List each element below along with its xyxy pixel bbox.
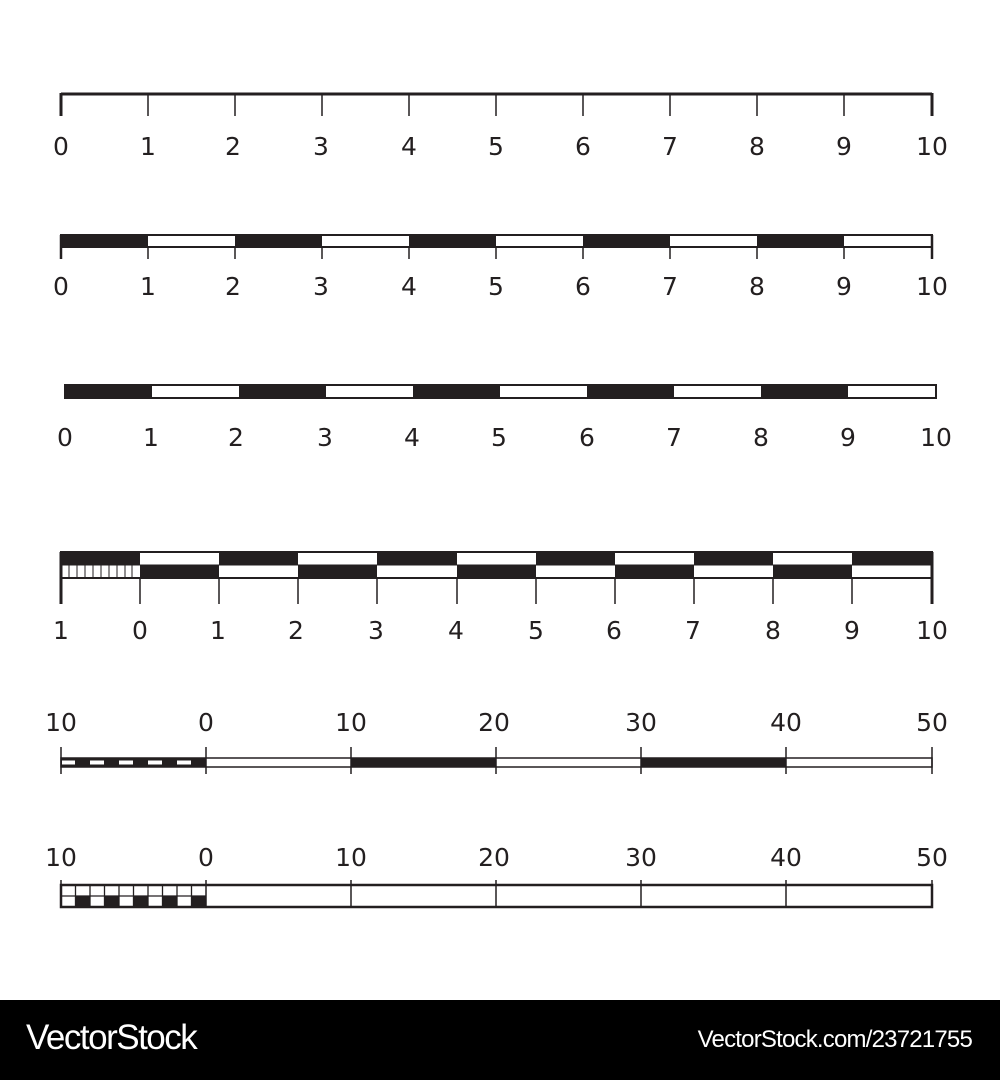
tick-label: 20 [478, 843, 510, 872]
tick-label: 7 [662, 272, 678, 301]
tick-label: 1 [140, 272, 156, 301]
tick-label: 9 [840, 423, 856, 452]
tick-label: 8 [749, 132, 765, 161]
tick-label: 6 [579, 423, 595, 452]
tick-label: 3 [317, 423, 333, 452]
tick-label: 0 [57, 423, 73, 452]
tick-label: 5 [488, 272, 504, 301]
tick-label: 7 [662, 132, 678, 161]
scale-bar-2-labels [53, 272, 948, 301]
scale-bar-3-labels [57, 423, 952, 452]
tick-label: 6 [575, 272, 591, 301]
tick-label: 7 [666, 423, 682, 452]
watermark-footer [0, 1000, 1000, 1080]
tick-label: 1 [53, 616, 69, 645]
tick-label: 1 [140, 132, 156, 161]
scale-bar-2 [61, 235, 932, 259]
tick-label: 2 [228, 423, 244, 452]
tick-label: 10 [335, 708, 367, 737]
tick-label: 3 [368, 616, 384, 645]
tick-label: 4 [448, 616, 464, 645]
tick-label: 4 [404, 423, 420, 452]
tick-label: 40 [770, 708, 802, 737]
tick-label: 50 [916, 843, 948, 872]
tick-label: 5 [488, 132, 504, 161]
tick-label: 6 [606, 616, 622, 645]
tick-label: 8 [749, 272, 765, 301]
tick-label: 0 [53, 272, 69, 301]
tick-label: 10 [916, 272, 948, 301]
scale-bar-4 [61, 552, 932, 604]
tick-label: 40 [770, 843, 802, 872]
tick-label: 10 [920, 423, 952, 452]
tick-label: 0 [132, 616, 148, 645]
tick-label: 0 [53, 132, 69, 161]
tick-label: 2 [288, 616, 304, 645]
tick-label: 10 [45, 708, 77, 737]
tick-label: 0 [198, 708, 214, 737]
scale-bar-5 [61, 747, 932, 774]
tick-label: 4 [401, 272, 417, 301]
tick-label: 5 [491, 423, 507, 452]
tick-label: 8 [765, 616, 781, 645]
image-reference: VectorStock.com/23721755 [697, 1026, 972, 1053]
tick-label: 2 [225, 272, 241, 301]
tick-label: 30 [625, 708, 657, 737]
tick-label: 7 [685, 616, 701, 645]
tick-label: 10 [335, 843, 367, 872]
scale-bar-1-labels [53, 132, 948, 161]
tick-label: 9 [836, 272, 852, 301]
tick-label: 50 [916, 708, 948, 737]
tick-label: 1 [143, 423, 159, 452]
tick-label: 30 [625, 843, 657, 872]
scale-bar-6-labels [45, 843, 948, 872]
tick-label: 5 [528, 616, 544, 645]
tick-label: 6 [575, 132, 591, 161]
tick-label: 2 [225, 132, 241, 161]
tick-label: 3 [313, 132, 329, 161]
tick-label: 0 [198, 843, 214, 872]
vectorstock-logo: VectorStock [26, 1018, 197, 1057]
scale-bar-5-labels [45, 708, 948, 737]
tick-label: 4 [401, 132, 417, 161]
tick-label: 9 [844, 616, 860, 645]
tick-label: 3 [313, 272, 329, 301]
scale-bar-6 [61, 880, 932, 907]
scale-bar-4-labels [53, 616, 948, 645]
tick-label: 10 [916, 132, 948, 161]
tick-label: 1 [210, 616, 226, 645]
tick-label: 9 [836, 132, 852, 161]
tick-label: 8 [753, 423, 769, 452]
scale-bar-3 [65, 385, 936, 398]
tick-label: 10 [916, 616, 948, 645]
tick-label: 20 [478, 708, 510, 737]
scale-bar-1 [61, 93, 932, 116]
tick-label: 10 [45, 843, 77, 872]
